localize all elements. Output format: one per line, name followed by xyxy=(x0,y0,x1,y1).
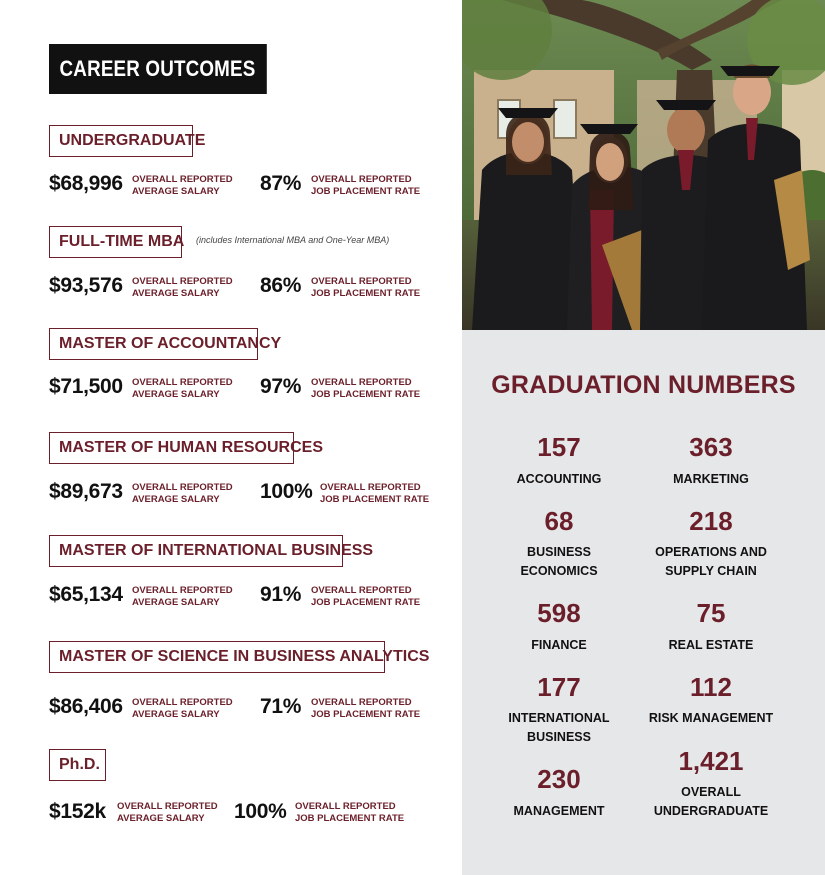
section-master-of-human-resources: MASTER OF HUMAN RESOURCES xyxy=(49,432,294,464)
graduates-photo xyxy=(462,0,825,330)
grad-number-marketing: 363 xyxy=(689,432,733,462)
undergrad-salary-label: OVERALL REPORTED AVERAGE SALARY xyxy=(132,174,233,197)
hr-salary: $89,673 xyxy=(49,480,123,503)
grad-label-management: MANAGEMENT xyxy=(513,804,605,818)
grad-label-business-economics: BUSINESS ECONOMICS xyxy=(520,545,598,578)
section-ms-business-analytics: MASTER OF SCIENCE IN BUSINESS ANALYTICS xyxy=(49,641,385,673)
grad-number-operations-supply-chain: 218 xyxy=(689,506,733,536)
analytics-salary-label: OVERALL REPORTED AVERAGE SALARY xyxy=(132,697,233,720)
analytics-placement-label: OVERALL REPORTED JOB PLACEMENT RATE xyxy=(311,697,421,720)
section-master-of-accountancy: MASTER OF ACCOUNTANCY xyxy=(49,328,258,360)
grad-label-real-estate: REAL ESTATE xyxy=(668,638,754,652)
accountancy-salary: $71,500 xyxy=(49,375,123,398)
grad-label-accounting: ACCOUNTING xyxy=(516,472,602,486)
grad-number-real-estate: 75 xyxy=(696,598,726,628)
grad-number-overall-undergraduate: 1,421 xyxy=(678,746,744,776)
intl-business-placement: 91% xyxy=(260,583,302,606)
page-title: CAREER OUTCOMES xyxy=(49,44,267,94)
phd-placement: 100% xyxy=(234,800,287,823)
mba-salary: $93,576 xyxy=(49,274,123,297)
analytics-placement: 71% xyxy=(260,695,302,718)
section-undergraduate: UNDERGRADUATE xyxy=(49,125,193,157)
grad-label-international-business: INTERNATIONAL BUSINESS xyxy=(508,711,610,744)
grad-label-operations-supply-chain: OPERATIONS AND SUPPLY CHAIN xyxy=(655,545,767,578)
phd-salary: $152k xyxy=(49,800,106,823)
grad-label-risk-management: RISK MANAGEMENT xyxy=(648,711,774,725)
section-full-time-mba: FULL-TIME MBA xyxy=(49,226,182,258)
grad-number-management: 230 xyxy=(537,764,581,794)
graduation-numbers-title: GRADUATION NUMBERS xyxy=(491,371,796,399)
phd-salary-label: OVERALL REPORTED AVERAGE SALARY xyxy=(117,801,218,824)
mba-salary-label: OVERALL REPORTED AVERAGE SALARY xyxy=(132,276,233,299)
intl-business-salary-label: OVERALL REPORTED AVERAGE SALARY xyxy=(132,585,233,608)
hr-placement: 100% xyxy=(260,480,313,503)
grad-label-overall-undergraduate: OVERALL UNDERGRADUATE xyxy=(653,785,769,818)
grad-number-business-economics: 68 xyxy=(544,506,574,536)
undergrad-placement: 87% xyxy=(260,172,302,195)
mba-placement-label: OVERALL REPORTED JOB PLACEMENT RATE xyxy=(311,276,421,299)
grad-number-accounting: 157 xyxy=(537,432,581,462)
intl-business-placement-label: OVERALL REPORTED JOB PLACEMENT RATE xyxy=(311,585,421,608)
hr-placement-label: OVERALL REPORTED JOB PLACEMENT RATE xyxy=(320,482,430,505)
grad-number-finance: 598 xyxy=(537,598,581,628)
accountancy-salary-label: OVERALL REPORTED AVERAGE SALARY xyxy=(132,377,233,400)
accountancy-placement-label: OVERALL REPORTED JOB PLACEMENT RATE xyxy=(311,377,421,400)
mba-note: (includes International MBA and One-Year MBA) xyxy=(196,235,390,245)
grad-number-risk-management: 112 xyxy=(690,672,732,702)
undergrad-salary: $68,996 xyxy=(49,172,123,195)
hr-salary-label: OVERALL REPORTED AVERAGE SALARY xyxy=(132,482,233,505)
mba-placement: 86% xyxy=(260,274,302,297)
grad-label-marketing: MARKETING xyxy=(673,472,749,486)
grad-label-finance: FINANCE xyxy=(531,638,587,652)
grad-number-international-business: 177 xyxy=(537,672,581,702)
undergrad-placement-label: OVERALL REPORTED JOB PLACEMENT RATE xyxy=(311,174,421,197)
section-phd: Ph.D. xyxy=(49,749,106,781)
accountancy-placement: 97% xyxy=(260,375,302,398)
phd-placement-label: OVERALL REPORTED JOB PLACEMENT RATE xyxy=(295,801,405,824)
section-master-of-international-business: MASTER OF INTERNATIONAL BUSINESS xyxy=(49,535,343,567)
intl-business-salary: $65,134 xyxy=(49,583,123,606)
analytics-salary: $86,406 xyxy=(49,695,123,718)
